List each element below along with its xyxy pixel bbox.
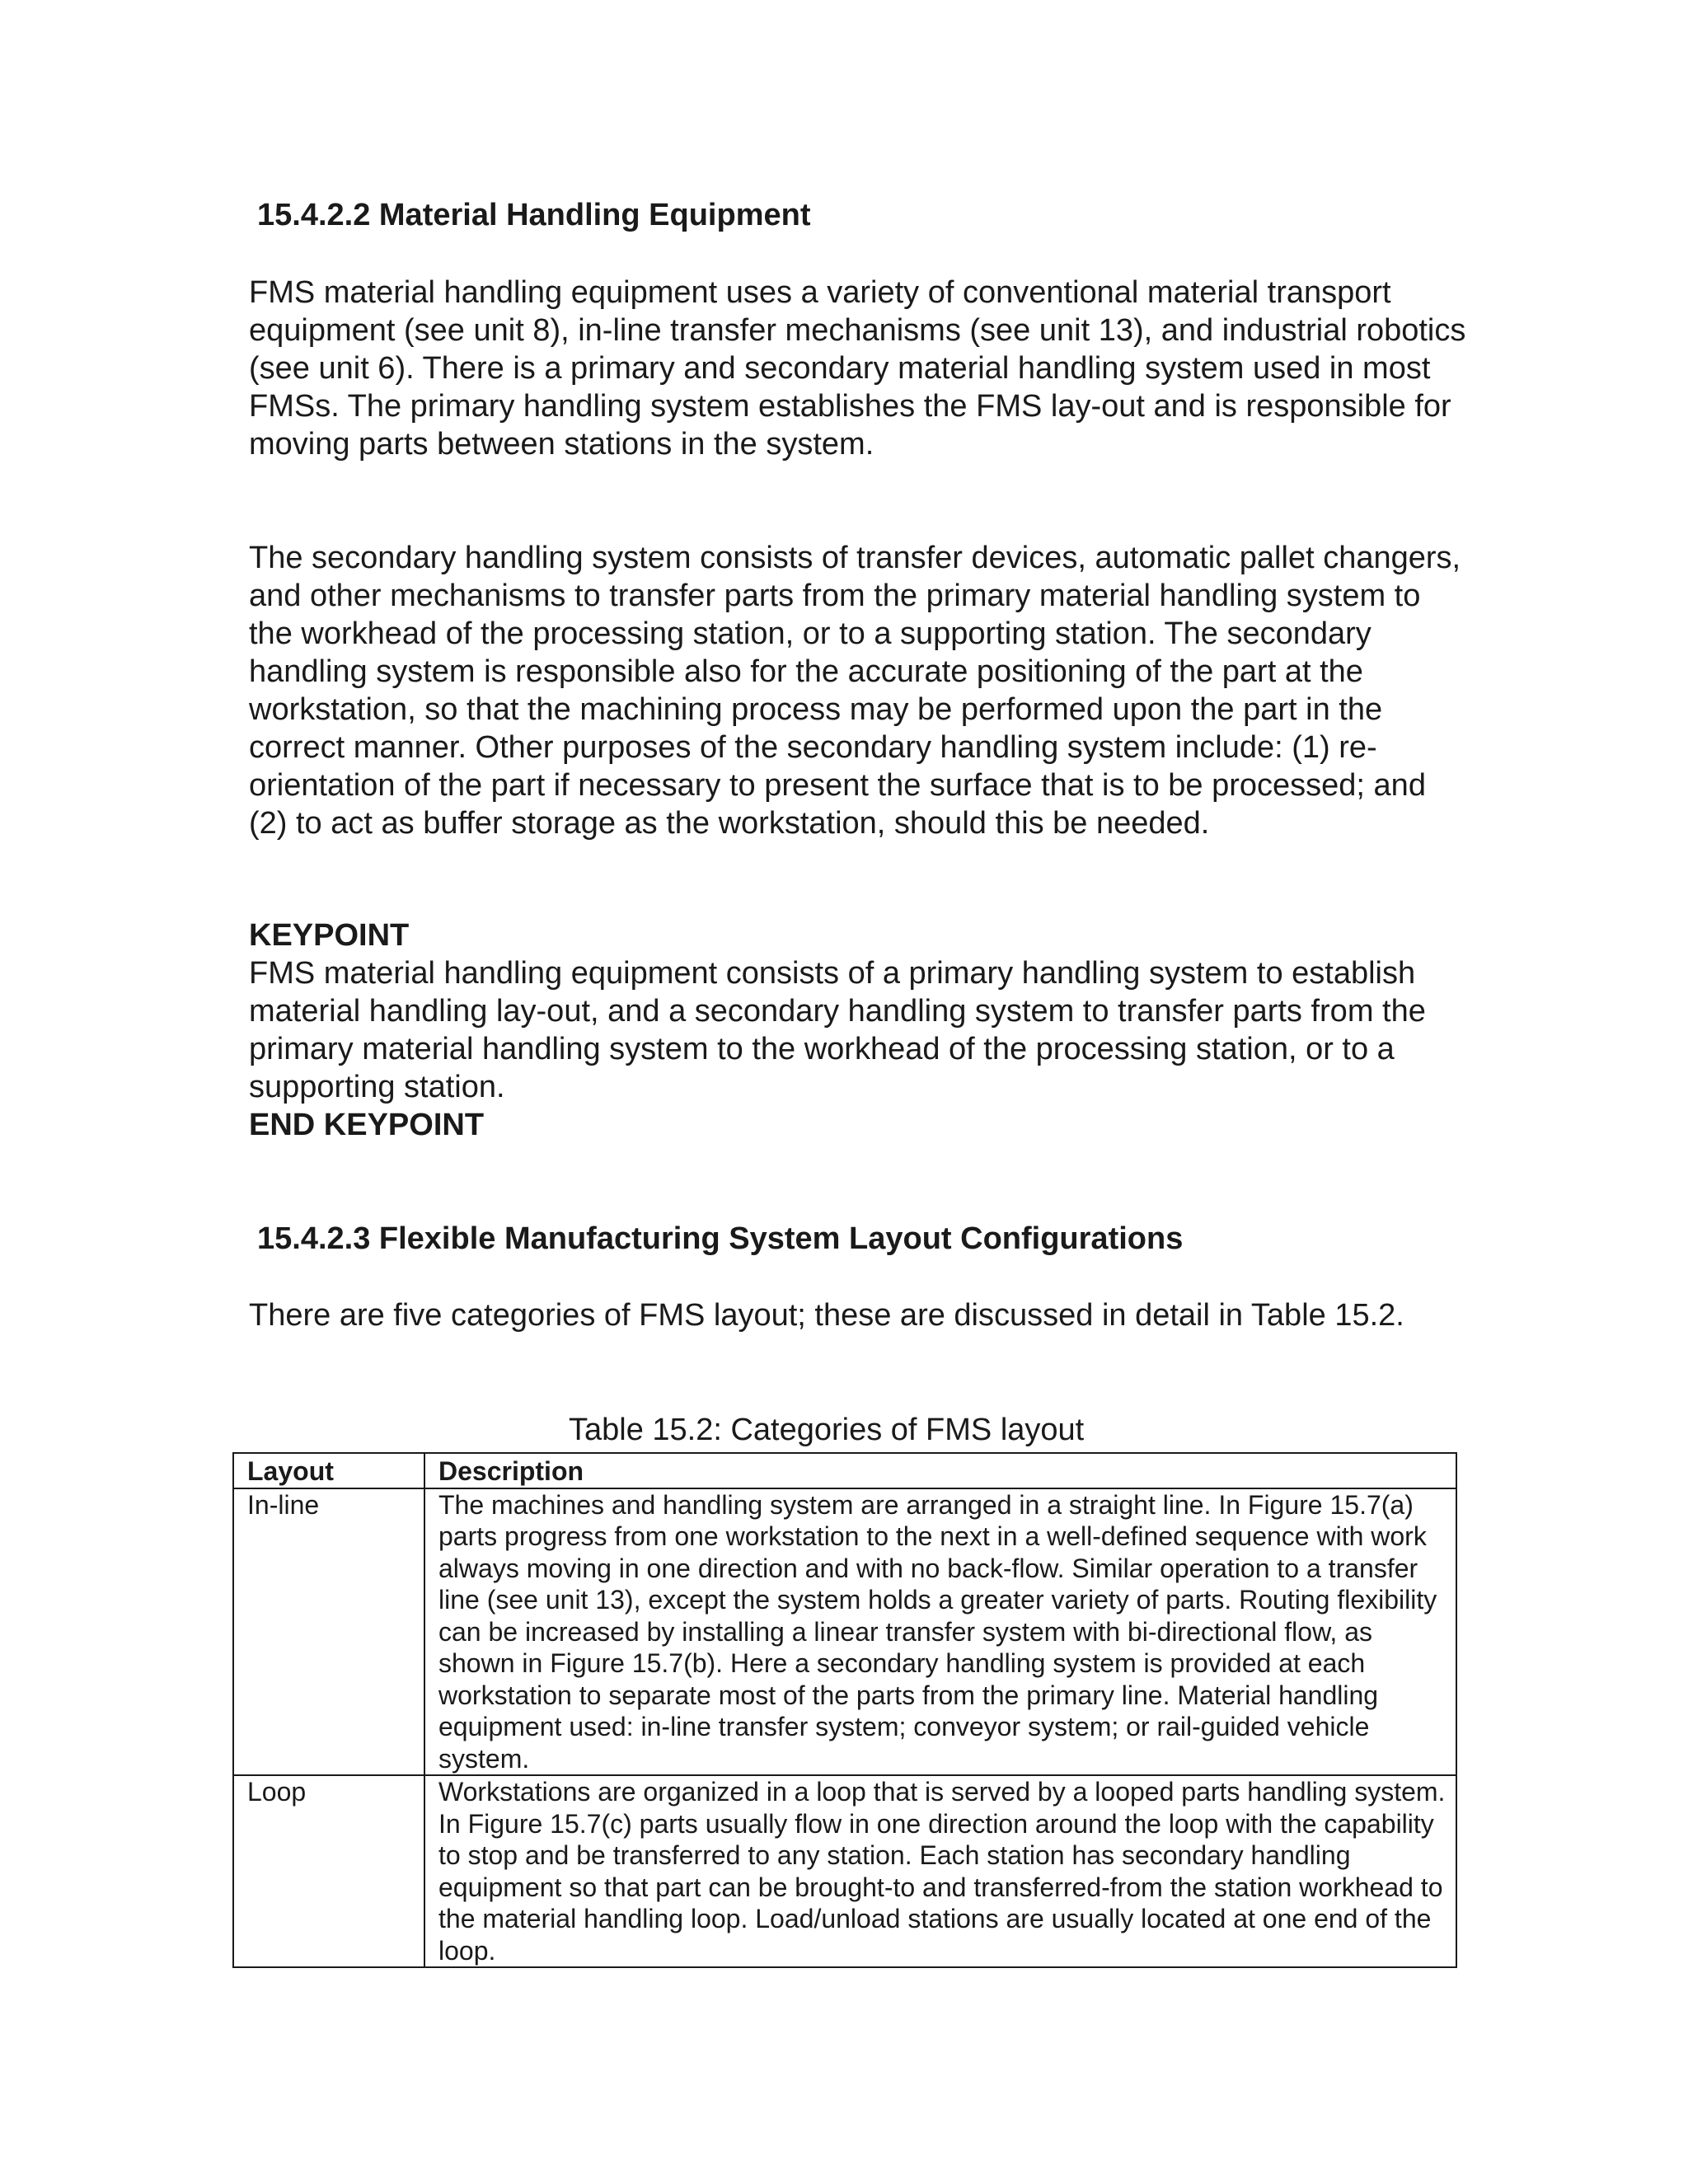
table-header-row (233, 1453, 1456, 1488)
layout-cell: Loop (233, 1775, 424, 1967)
description-cell: Workstations are organized in a loop that is served by a looped parts handling system. In Figure 15.7(c) parts usually flow in one direction around the loop with the capability to stop and be transferred to any station. Each station has secondary handling equipment so that part can be brought-to and transferred-from the station workhead to the material handling loop. Load/unload stations are usually located at one end of the loop. (424, 1775, 1456, 1967)
end-keypoint-label: END KEYPOINT (249, 1108, 485, 1142)
layout-cell: In-line (233, 1488, 424, 1776)
fms-layout-table (232, 1452, 1457, 1968)
section-heading-material-handling: 15.4.2.2 Material Handling Equipment (257, 198, 811, 232)
keypoint-text: FMS material handling equipment consists of a primary handling system to establish material handling lay-out, and a secondary handling system to transfer parts from the primary material handling system to the workhead of the processing station, or to a supporting station. (249, 956, 1426, 1104)
paragraph-layout-categories: There are five categories of FMS layout; these are discussed in detail in Table 15.2. (249, 1298, 1404, 1333)
table-caption: Table 15.2: Categories of FMS layout (569, 1413, 1085, 1447)
table-row (233, 1488, 1456, 1776)
paragraph-secondary-handling: The secondary handling system consists of transfer devices, automatic pallet changers, and other mechanisms to transfer parts from the primary material handling system to the workhead of the processing station, or to a supporting station. The secondary handling system is responsible also for the accurate positioning of the part at the workstation, so that the machining process may be performed upon the part in the correct manner. Other purposes of the secondary handling system include: (1) re-orientation of the part if necessary to present the surface that is to be processed; and (2) to act as buffer storage as the workstation, should this be needed. (249, 541, 1461, 841)
keypoint-label: KEYPOINT (249, 918, 410, 953)
section-heading-layout-configurations: 15.4.2.3 Flexible Manufacturing System Layout Configurations (257, 1221, 1184, 1256)
paragraph-material-handling-intro: FMS material handling equipment uses a variety of conventional material transport equipment (see unit 8), in-line transfer mechanisms (see unit 13), and industrial robotics (see unit 6). There is a primary and secondary material handling system used in most FMSs. The primary handling system establishes the FMS lay-out and is responsible for moving parts between stations in the system. (249, 275, 1466, 462)
column-header-description: Description (424, 1453, 1456, 1488)
table-row (233, 1775, 1456, 1967)
description-cell: The machines and handling system are arranged in a straight line. In Figure 15.7(a) parts progress from one workstation to the next in a well-defined sequence with work always moving in one direction and with no back-flow. Similar operation to a transfer line (see unit 13), except the system holds a greater variety of parts. Routing flexibility can be increased by installing a linear transfer system with bi-directional flow, as shown in Figure 15.7(b). Here a secondary handling system is provided at each workstation to separate most of the parts from the primary line. Material handling equipment used: in-line transfer system; conveyor system; or rail-guided vehicle system. (424, 1488, 1456, 1776)
column-header-layout: Layout (233, 1453, 424, 1488)
